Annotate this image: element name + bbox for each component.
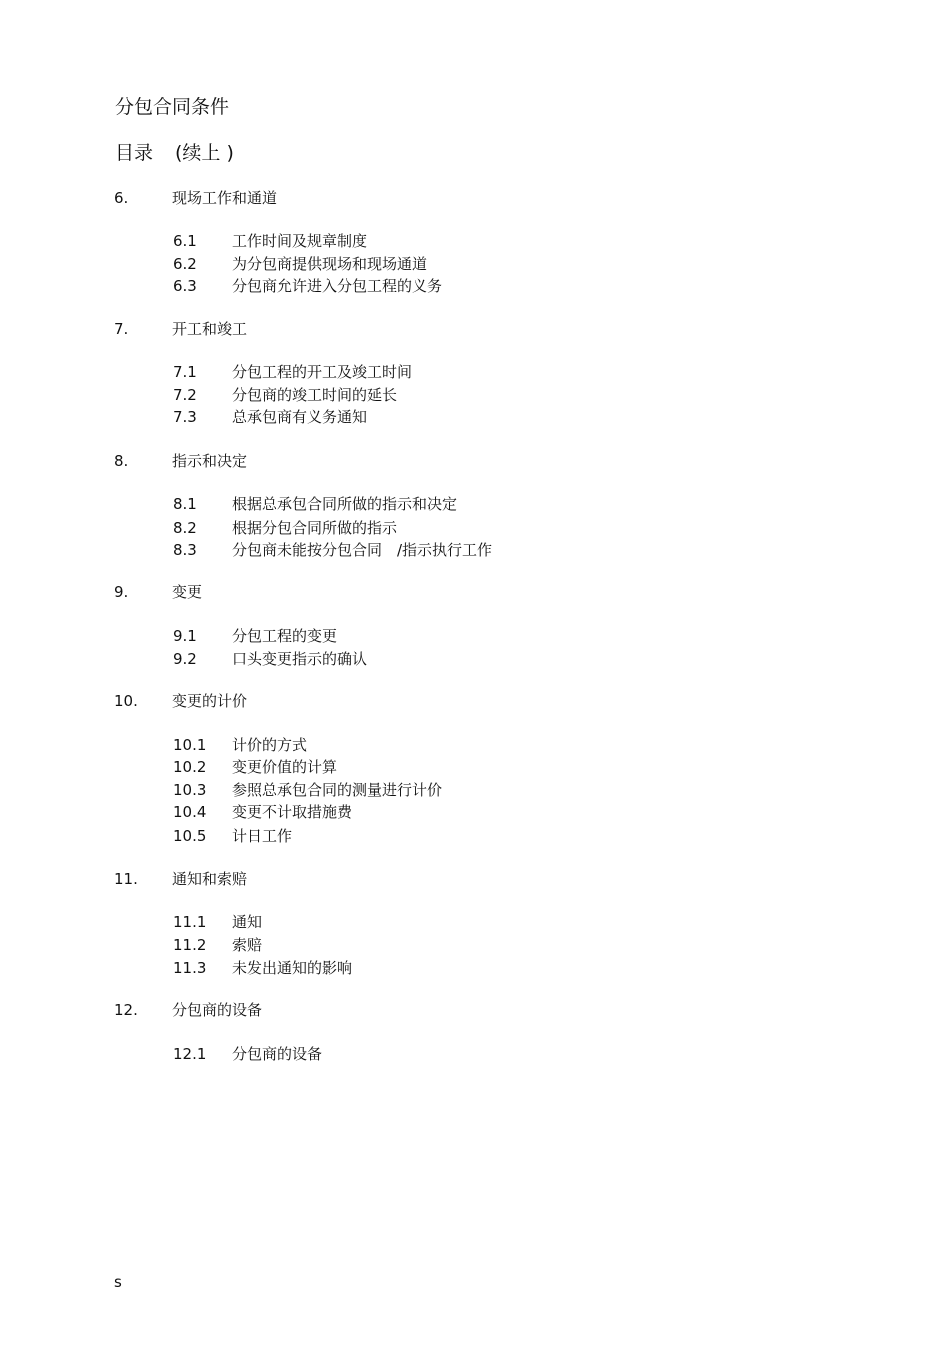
toc-label: 目录 bbox=[115, 142, 154, 164]
section-number: 11. bbox=[114, 870, 138, 888]
section-title: 指示和决定 bbox=[172, 452, 248, 470]
item-number: 8.3 bbox=[173, 541, 197, 559]
item-number: 8.1 bbox=[173, 495, 197, 513]
item-number: 11.3 bbox=[173, 959, 207, 977]
section-number: 7. bbox=[114, 320, 129, 338]
item-number: 11.1 bbox=[173, 913, 207, 931]
item-number: 7.3 bbox=[173, 408, 197, 426]
item-number: 9.1 bbox=[173, 627, 197, 645]
item-number: 10.5 bbox=[173, 827, 207, 845]
section-number: 6. bbox=[114, 189, 129, 207]
item-number: 6.3 bbox=[173, 277, 197, 295]
section-number: 9. bbox=[114, 583, 129, 601]
item-title: 参照总承包合同的测量进行计价 bbox=[232, 781, 443, 799]
item-number: 7.2 bbox=[173, 386, 197, 404]
section-title: 分包商的设备 bbox=[172, 1001, 263, 1019]
item-number: 10.1 bbox=[173, 736, 207, 754]
item-title: 分包商允许进入分包工程的义务 bbox=[232, 277, 443, 295]
footer-mark: s bbox=[114, 1273, 122, 1291]
item-number: 11.2 bbox=[173, 936, 207, 954]
section-title: 变更 bbox=[172, 583, 203, 601]
item-title: 变更不计取措施费 bbox=[232, 803, 353, 821]
item-title: 分包商的设备 bbox=[232, 1045, 323, 1063]
section-title: 变更的计价 bbox=[172, 692, 248, 710]
section-title: 开工和竣工 bbox=[172, 320, 248, 338]
item-number: 6.1 bbox=[173, 232, 197, 250]
item-number: 8.2 bbox=[173, 519, 197, 537]
toc-continued-label: (续上 ) bbox=[175, 142, 234, 164]
item-title: 根据总承包合同所做的指示和决定 bbox=[232, 495, 458, 513]
toc-heading bbox=[115, 141, 234, 165]
section-title: 现场工作和通道 bbox=[172, 189, 278, 207]
item-title: 根据分包合同所做的指示 bbox=[232, 519, 398, 537]
item-number: 6.2 bbox=[173, 255, 197, 273]
item-title: 计日工作 bbox=[232, 827, 293, 845]
item-title: 分包工程的开工及竣工时间 bbox=[232, 363, 413, 381]
item-title: 为分包商提供现场和现场通道 bbox=[232, 255, 428, 273]
item-number: 12.1 bbox=[173, 1045, 207, 1063]
section-title: 通知和索赔 bbox=[172, 870, 248, 888]
item-title: 计价的方式 bbox=[232, 736, 308, 754]
item-title: 通知 bbox=[232, 913, 263, 931]
item-number: 10.2 bbox=[173, 758, 207, 776]
section-number: 8. bbox=[114, 452, 129, 470]
item-title: 分包工程的变更 bbox=[232, 627, 338, 645]
item-title: 口头变更指示的确认 bbox=[232, 650, 368, 668]
section-number: 10. bbox=[114, 692, 138, 710]
item-title: 索赔 bbox=[232, 936, 263, 954]
item-number: 10.3 bbox=[173, 781, 207, 799]
item-title: 未发出通知的影响 bbox=[232, 959, 353, 977]
item-number: 7.1 bbox=[173, 363, 197, 381]
item-title: 分包商未能按分包合同 /指示执行工作 bbox=[232, 541, 493, 559]
item-title: 工作时间及规章制度 bbox=[232, 232, 368, 250]
item-title: 分包商的竣工时间的延长 bbox=[232, 386, 398, 404]
item-number: 10.4 bbox=[173, 803, 207, 821]
section-number: 12. bbox=[114, 1001, 138, 1019]
item-title: 变更价值的计算 bbox=[232, 758, 338, 776]
item-number: 9.2 bbox=[173, 650, 197, 668]
item-title: 总承包商有义务通知 bbox=[232, 408, 368, 426]
document-title: 分包合同条件 bbox=[115, 96, 230, 118]
